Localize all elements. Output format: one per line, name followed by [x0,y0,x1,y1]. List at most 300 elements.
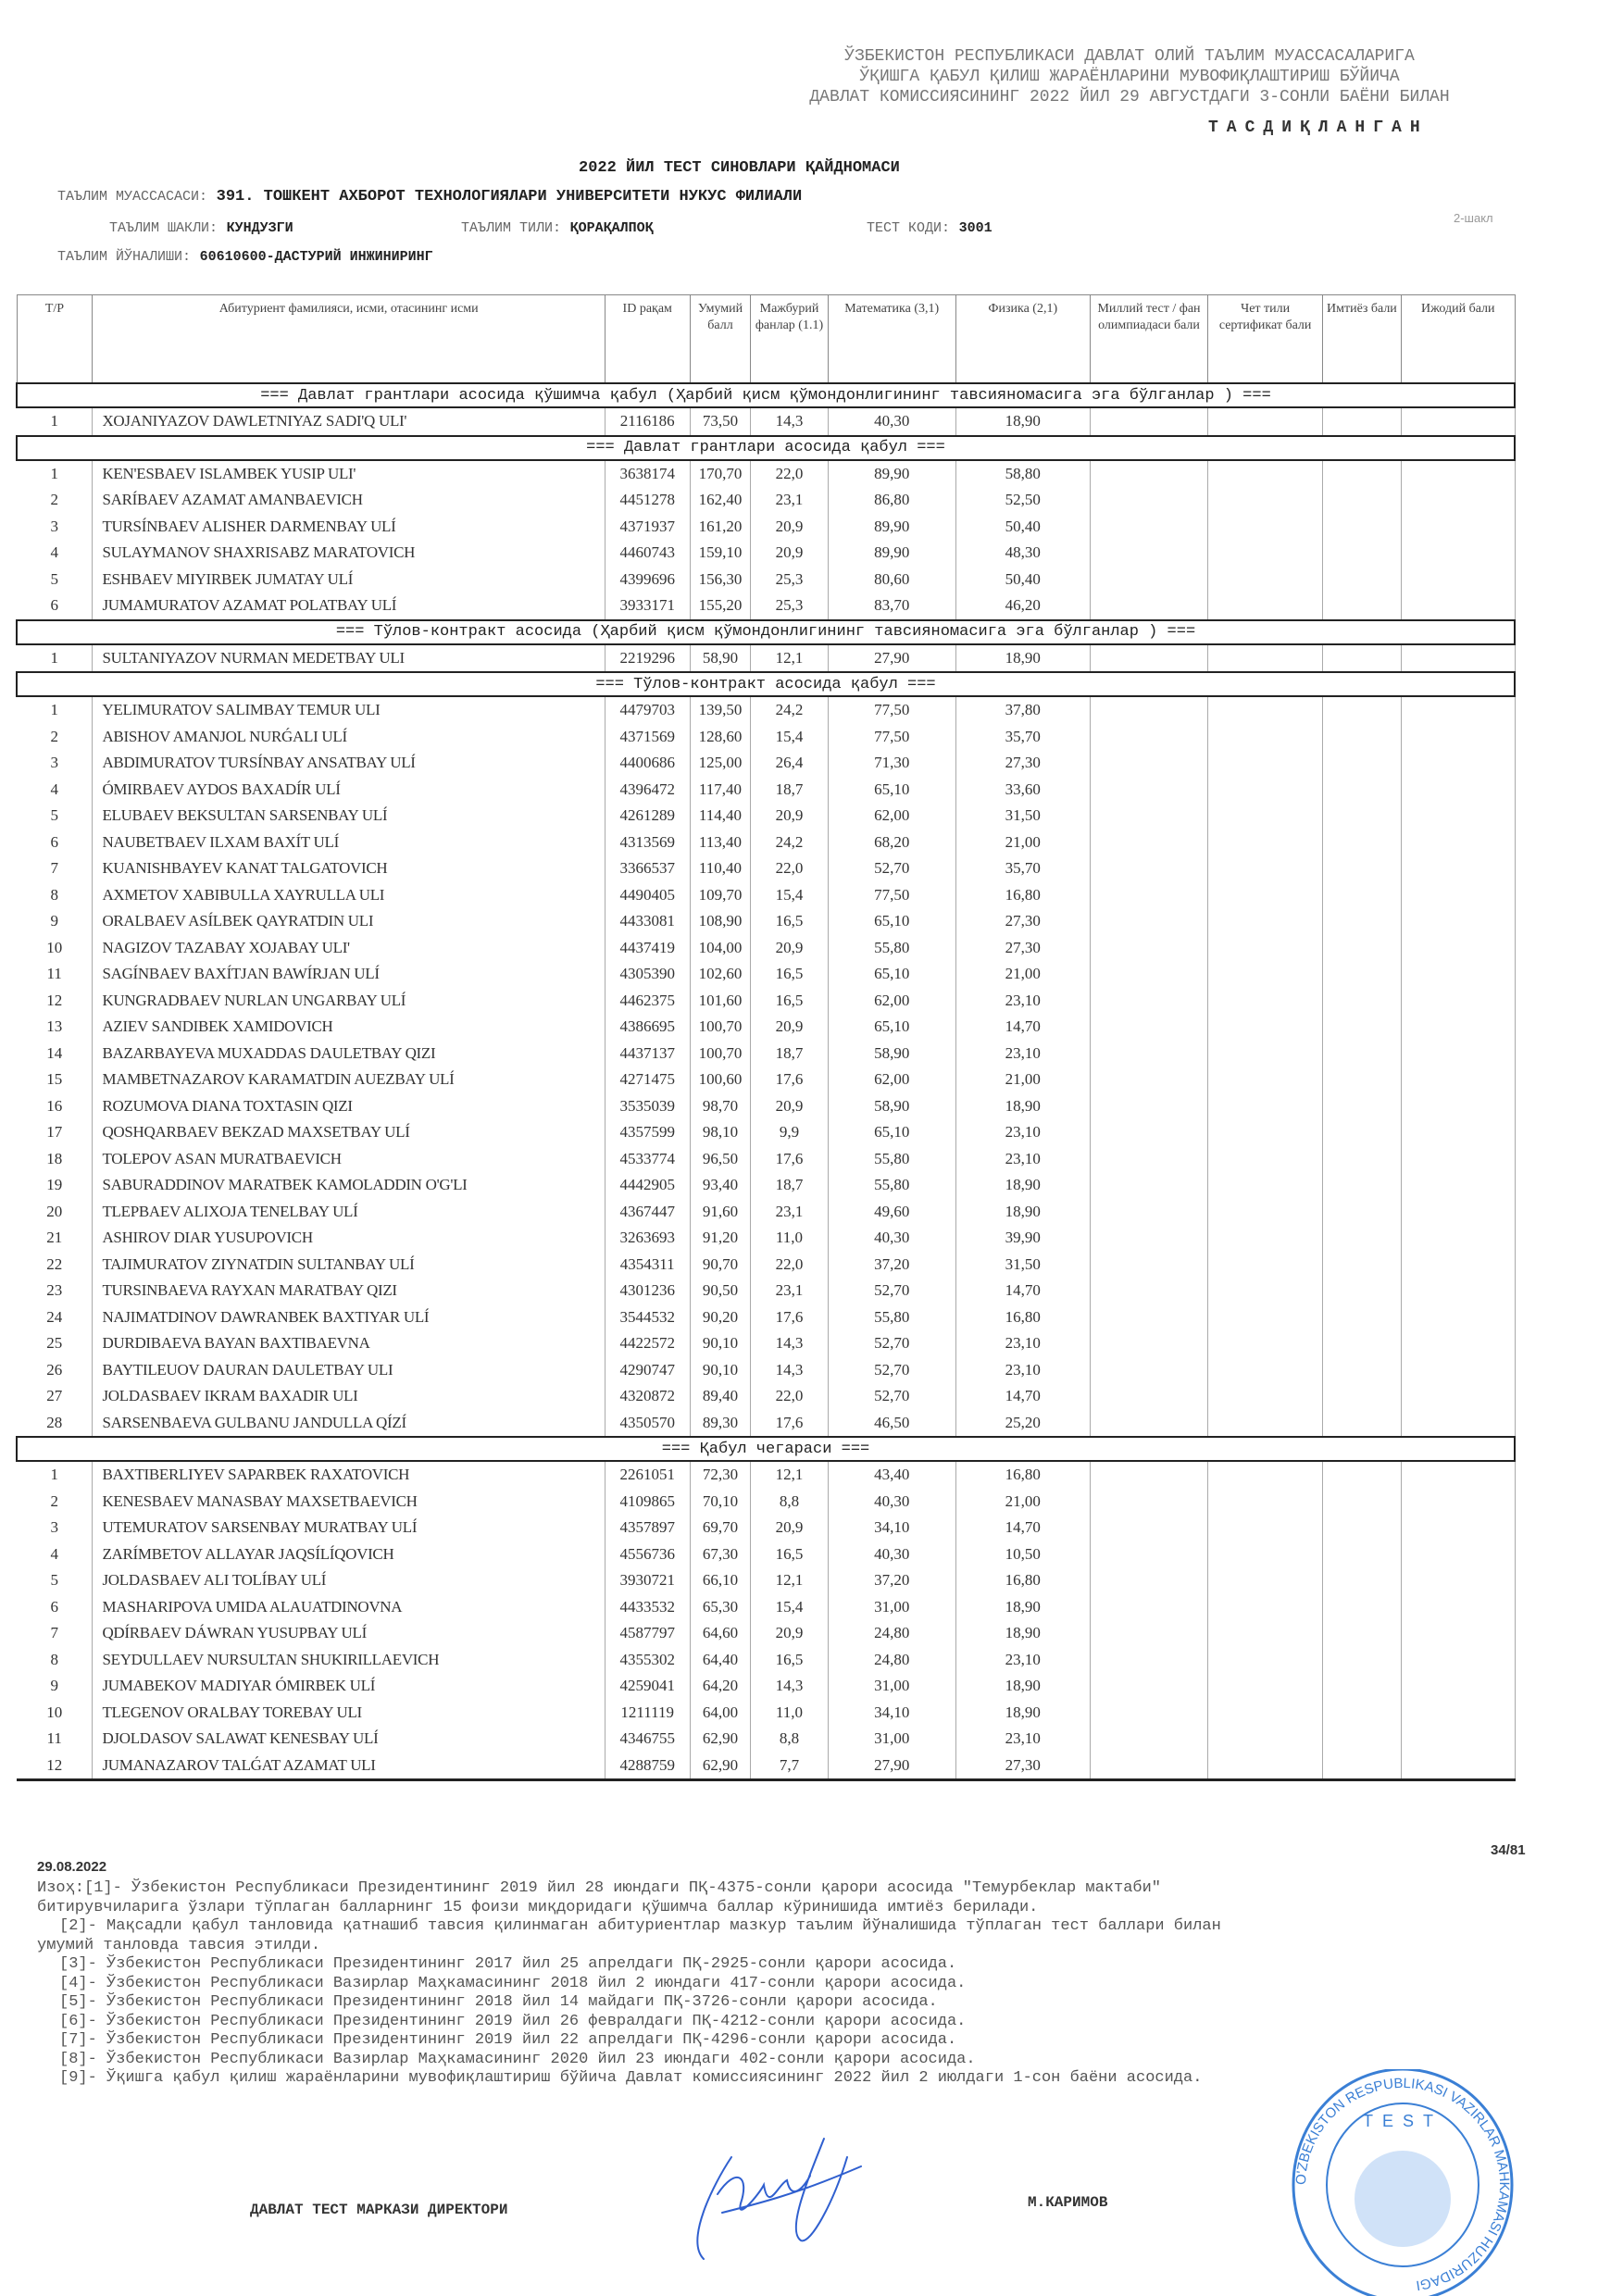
applicant-name: ABDIMURATOV TURSÍNBAY ANSATBAY ULÍ [93,750,606,777]
math-score: 40,30 [828,1489,955,1516]
empty-score-cell [1402,908,1516,935]
applicant-name: JOLDASBAEV IKRAM BAXADIR ULI [93,1383,606,1410]
empty-score-cell [1322,1278,1401,1304]
empty-score-cell [1090,460,1208,488]
row-number: 5 [17,803,93,830]
physics-score: 21,00 [955,1067,1090,1093]
row-number: 6 [17,593,93,620]
physics-score: 31,50 [955,1252,1090,1279]
empty-score-cell [1322,1252,1401,1279]
applicant-id: 4301236 [605,1278,690,1304]
applicant-id: 4109865 [605,1489,690,1516]
empty-score-cell [1402,1647,1516,1674]
applicant-id: 4386695 [605,1014,690,1041]
physics-score: 23,10 [955,988,1090,1015]
row-number: 1 [17,460,93,488]
language-value: ҚОРАҚАЛПОҚ [569,220,654,236]
applicant-id: 2116186 [605,407,690,436]
math-score: 31,00 [828,1673,955,1700]
row-number: 10 [17,1700,93,1727]
applicant-name: BAZARBAYEVA MUXADDAS DAULETBAY QIZI [93,1041,606,1067]
note-line: [6]- Ўзбекистон Республикаси Президентининг 2019 йил 26 февралдаги ПҚ-4212-сонли қарори асосида. [59,2012,967,2030]
applicant-id: 3933171 [605,593,690,620]
empty-score-cell [1090,567,1208,593]
empty-score-cell [1090,1700,1208,1727]
row-number: 20 [17,1199,93,1226]
empty-score-cell [1208,1594,1322,1621]
approval-line: ДАВЛАТ КОМИССИЯСИНИНГ 2022 ЙИЛ 29 АВГУСТДАГИ 3-СОНЛИ БАЁНИ БИЛАН [809,88,1450,106]
table-row [17,855,1515,882]
direction-value: 60610600-ДАСТУРИЙ ИНЖИНИРИНГ [199,249,433,265]
row-number: 9 [17,908,93,935]
total-score: 117,40 [690,777,751,804]
mandatory-score: 26,4 [751,750,828,777]
empty-score-cell [1208,1357,1322,1384]
total-score: 156,30 [690,567,751,593]
approved-stamp-word: ТАСДИҚЛАНГАН [1208,119,1429,137]
applicant-id: 4462375 [605,988,690,1015]
empty-score-cell [1090,1673,1208,1700]
physics-score: 16,80 [955,882,1090,909]
test-code-value: 3001 [958,220,993,236]
total-score: 98,10 [690,1119,751,1146]
direction-label: ТАЪЛИМ ЙЎНАЛИШИ: [57,249,192,265]
applicant-name: SARÍBAEV AZAMAT AMANBAEVICH [93,487,606,514]
total-score: 65,30 [690,1594,751,1621]
total-score: 91,20 [690,1225,751,1252]
empty-score-cell [1090,988,1208,1015]
test-code-label: ТЕСТ КОДИ: [867,220,951,236]
empty-score-cell [1208,1647,1322,1674]
applicant-name: ÓMIRBAEV AYDOS BAXADÍR ULÍ [93,777,606,804]
total-score: 89,40 [690,1383,751,1410]
empty-score-cell [1402,460,1516,488]
math-score: 24,80 [828,1620,955,1647]
row-number: 11 [17,1726,93,1753]
physics-score: 18,90 [955,407,1090,436]
math-score: 65,10 [828,777,955,804]
empty-score-cell [1322,514,1401,541]
mandatory-score: 12,1 [751,644,828,673]
applicant-name: TAJIMURATOV ZIYNATDIN SULTANBAY ULÍ [93,1252,606,1279]
note-line: [5]- Ўзбекистон Республикаси Президентининг 2018 йил 14 майдаги ПҚ-3726-сонли қарори асосида. [59,1993,938,2011]
applicant-name: KENESBAEV MANASBAY MAXSETBAEVICH [93,1489,606,1516]
applicant-name: NAGIZOV TAZABAY XOJABAY ULI' [93,935,606,962]
physics-score: 14,70 [955,1383,1090,1410]
table-header [17,295,1515,384]
applicant-name: ZARÍMBETOV ALLAYAR JAQSÍLÍQOVICH [93,1541,606,1568]
row-number: 2 [17,724,93,751]
applicant-name: AZIEV SANDIBEK XAMIDOVICH [93,1014,606,1041]
empty-score-cell [1208,1700,1322,1727]
physics-score: 37,80 [955,696,1090,724]
applicant-name: JUMANAZAROV TALǴAT AZAMAT ULI [93,1753,606,1780]
empty-score-cell [1208,935,1322,962]
empty-score-cell [1208,1515,1322,1541]
empty-score-cell [1090,1620,1208,1647]
empty-score-cell [1322,1146,1401,1173]
empty-score-cell [1322,1093,1401,1120]
applicant-id: 4367447 [605,1199,690,1226]
math-score: 65,10 [828,1119,955,1146]
total-score: 91,60 [690,1199,751,1226]
column-header: Мажбурий фанлар (1.1) [751,295,828,384]
empty-score-cell [1322,1199,1401,1226]
empty-score-cell [1322,1567,1401,1594]
row-number: 27 [17,1383,93,1410]
empty-score-cell [1402,514,1516,541]
physics-score: 25,20 [955,1410,1090,1438]
table-row [17,1541,1515,1568]
empty-score-cell [1208,1726,1322,1753]
empty-score-cell [1208,567,1322,593]
empty-score-cell [1090,1119,1208,1146]
mandatory-score: 14,3 [751,1673,828,1700]
notes-block [37,1879,1555,2089]
physics-score: 48,30 [955,540,1090,567]
total-score: 62,90 [690,1753,751,1780]
table-row [17,1489,1515,1516]
mandatory-score: 8,8 [751,1726,828,1753]
physics-score: 46,20 [955,593,1090,620]
applicant-name: JOLDASBAEV ALI TOLÍBAY ULÍ [93,1567,606,1594]
applicant-name: UTEMURATOV SARSENBAY MURATBAY ULÍ [93,1515,606,1541]
table-row [17,1252,1515,1279]
physics-score: 14,70 [955,1014,1090,1041]
physics-score: 14,70 [955,1278,1090,1304]
math-score: 89,90 [828,540,955,567]
mandatory-score: 16,5 [751,961,828,988]
table-row [17,1383,1515,1410]
empty-score-cell [1208,1620,1322,1647]
physics-score: 18,90 [955,644,1090,673]
physics-score: 21,00 [955,961,1090,988]
mandatory-score: 20,9 [751,1014,828,1041]
note-line: [7]- Ўзбекистон Республикаси Президентининг 2019 йил 22 апрелдаги ПҚ-4296-сонли қарори асосида. [59,2031,957,2049]
empty-score-cell [1208,803,1322,830]
table-row [17,1119,1515,1146]
empty-score-cell [1402,935,1516,962]
math-score: 52,70 [828,1383,955,1410]
applicant-id: 4399696 [605,567,690,593]
table-row [17,407,1515,436]
applicant-id: 1211119 [605,1700,690,1727]
applicant-id: 4355302 [605,1647,690,1674]
empty-score-cell [1322,1172,1401,1199]
empty-score-cell [1090,487,1208,514]
empty-score-cell [1322,1357,1401,1384]
empty-score-cell [1402,1489,1516,1516]
note-line: битирувчиларига ўзлари тўплаган балларнинг 15 фоизи миқдоридаги қўшимча баллар кўринишида имтиёз берилади. [37,1898,1039,1916]
math-score: 34,10 [828,1700,955,1727]
table-row [17,961,1515,988]
row-number: 4 [17,777,93,804]
table-row [17,1594,1515,1621]
applicant-id: 4354311 [605,1252,690,1279]
test-code-field [867,219,993,236]
math-score: 43,40 [828,1461,955,1489]
total-score: 96,50 [690,1146,751,1173]
row-number: 8 [17,1647,93,1674]
applicant-id: 3263693 [605,1225,690,1252]
empty-score-cell [1090,1146,1208,1173]
section-title: === Давлат грантлари асосида қўшимча қабул (Ҳарбий қисм қўмондонлигининг тавсияномасига эга бўлганлар ) === [17,383,1515,407]
applicant-id: 4451278 [605,487,690,514]
mandatory-score: 16,5 [751,1541,828,1568]
empty-score-cell [1090,1199,1208,1226]
empty-score-cell [1208,855,1322,882]
math-score: 37,20 [828,1252,955,1279]
physics-score: 16,80 [955,1461,1090,1489]
note-line: Изоҳ:[1]- Ўзбекистон Республикаси Президентининг 2019 йил 28 июндаги ПҚ-4375-сонли қарори асосида "Темурбеклар мактаби" [37,1879,1161,1897]
math-score: 46,50 [828,1410,955,1438]
mandatory-score: 24,2 [751,696,828,724]
row-number: 5 [17,567,93,593]
empty-score-cell [1402,1700,1516,1727]
row-number: 6 [17,830,93,856]
math-score: 68,20 [828,830,955,856]
row-number: 7 [17,1620,93,1647]
empty-score-cell [1402,777,1516,804]
empty-score-cell [1322,407,1401,436]
math-score: 27,90 [828,644,955,673]
total-score: 98,70 [690,1093,751,1120]
empty-score-cell [1208,407,1322,436]
empty-score-cell [1402,803,1516,830]
signature-stroke [697,2139,861,2259]
math-score: 55,80 [828,1304,955,1331]
empty-score-cell [1090,1278,1208,1304]
column-header: Математика (3,1) [828,295,955,384]
mandatory-score: 20,9 [751,935,828,962]
empty-score-cell [1208,1252,1322,1279]
physics-score: 23,10 [955,1119,1090,1146]
applicant-name: TLEGENOV ORALBAY TOREBAY ULI [93,1700,606,1727]
table-row [17,1041,1515,1067]
mandatory-score: 9,9 [751,1119,828,1146]
table-row [17,1330,1515,1357]
empty-score-cell [1208,1225,1322,1252]
total-score: 110,40 [690,855,751,882]
empty-score-cell [1208,1541,1322,1568]
empty-score-cell [1090,407,1208,436]
empty-score-cell [1322,1410,1401,1438]
mandatory-score: 20,9 [751,540,828,567]
math-score: 65,10 [828,961,955,988]
total-score: 114,40 [690,803,751,830]
applicant-id: 3535039 [605,1093,690,1120]
math-score: 34,10 [828,1515,955,1541]
row-number: 8 [17,882,93,909]
empty-score-cell [1090,1594,1208,1621]
empty-score-cell [1402,407,1516,436]
form-field [109,219,293,236]
empty-score-cell [1322,644,1401,673]
math-score: 62,00 [828,1067,955,1093]
signature-icon [648,2129,944,2268]
empty-score-cell [1402,1515,1516,1541]
empty-score-cell [1402,1620,1516,1647]
applicant-id: 4422572 [605,1330,690,1357]
document-title: 2022 ЙИЛ ТЕСТ СИНОВЛАРИ ҚАЙДНОМАСИ [579,159,900,177]
applicant-name: NAJIMATDINOV DAWRANBEK BAXTIYAR ULÍ [93,1304,606,1331]
total-score: 139,50 [690,696,751,724]
math-score: 40,30 [828,407,955,436]
applicant-id: 3930721 [605,1567,690,1594]
applicant-id: 4271475 [605,1067,690,1093]
mandatory-score: 14,3 [751,1330,828,1357]
empty-score-cell [1208,1330,1322,1357]
math-score: 52,70 [828,1330,955,1357]
empty-score-cell [1322,961,1401,988]
applicant-name: ABISHOV AMANJOL NURǴALI ULÍ [93,724,606,751]
stamp-text: O'ZBEKISTON RESPUBLIKASI VAZIRLAR MAHKAMASI HUZURIDAGI [1292,2075,1513,2293]
empty-score-cell [1208,1410,1322,1438]
applicant-name: TURSINBAEVA RAYXAN MARATBAY QIZI [93,1278,606,1304]
note-line: [4]- Ўзбекистон Республикаси Вазирлар Маҳкамасининг 2018 йил 2 июндаги 417-сонли қарори асосида. [59,1974,967,1992]
physics-score: 27,30 [955,908,1090,935]
empty-score-cell [1208,724,1322,751]
applicant-id: 4396472 [605,777,690,804]
empty-score-cell [1208,593,1322,620]
row-number: 12 [17,988,93,1015]
empty-score-cell [1402,1461,1516,1489]
applicant-name: AXMETOV XABIBULLA XAYRULLA ULI [93,882,606,909]
mandatory-score: 22,0 [751,1252,828,1279]
total-score: 162,40 [690,487,751,514]
applicant-name: MASHARIPOVA UMIDA ALAUATDINOVNA [93,1594,606,1621]
table-row [17,1567,1515,1594]
applicant-name: SAGÍNBAEV BAXÍTJAN BAWÍRJAN ULÍ [93,961,606,988]
empty-score-cell [1208,1146,1322,1173]
empty-score-cell [1090,908,1208,935]
mandatory-score: 11,0 [751,1225,828,1252]
direction-row [57,248,433,265]
empty-score-cell [1322,803,1401,830]
math-score: 77,50 [828,724,955,751]
applicant-name: KUNGRADBAEV NURLAN UNGARBAY ULÍ [93,988,606,1015]
applicant-name: SULTANIYAZOV NURMAN MEDETBAY ULI [93,644,606,673]
table-row [17,1357,1515,1384]
mandatory-score: 12,1 [751,1461,828,1489]
empty-score-cell [1402,1041,1516,1067]
empty-score-cell [1402,1278,1516,1304]
empty-score-cell [1402,540,1516,567]
applicant-name: SEYDULLAEV NURSULTAN SHUKIRILLAEVICH [93,1647,606,1674]
empty-score-cell [1208,1673,1322,1700]
empty-score-cell [1322,830,1401,856]
mandatory-score: 18,7 [751,777,828,804]
empty-score-cell [1090,1567,1208,1594]
applicant-id: 4290747 [605,1357,690,1384]
table-row [17,1461,1515,1489]
empty-score-cell [1322,1489,1401,1516]
section-header-row [17,436,1515,460]
empty-score-cell [1322,1647,1401,1674]
total-score: 104,00 [690,935,751,962]
physics-score: 50,40 [955,514,1090,541]
table-row [17,1410,1515,1438]
table-row [17,882,1515,909]
applicant-name: ORALBAEV ASÍLBEK QAYRATDIN ULI [93,908,606,935]
math-score: 71,30 [828,750,955,777]
row-number: 17 [17,1119,93,1146]
empty-score-cell [1090,1541,1208,1568]
empty-score-cell [1402,1199,1516,1226]
empty-score-cell [1322,1753,1401,1780]
physics-score: 50,40 [955,567,1090,593]
empty-score-cell [1090,882,1208,909]
note-line: [9]- Ўқишга қабул қилиш жараёнларини мувофиқлаштириш бўйича Давлат комиссиясининг 2022 йил 2 июлдаги 1-сон баёни асосида. [59,2069,1203,2087]
physics-score: 18,90 [955,1594,1090,1621]
total-score: 159,10 [690,540,751,567]
table-row [17,988,1515,1015]
table-row [17,830,1515,856]
empty-score-cell [1090,1252,1208,1279]
empty-score-cell [1322,908,1401,935]
empty-score-cell [1402,1172,1516,1199]
empty-score-cell [1208,1304,1322,1331]
math-score: 24,80 [828,1647,955,1674]
applicant-name: SARSENBAEVA GULBANU JANDULLA QÍZÍ [93,1410,606,1438]
empty-score-cell [1322,696,1401,724]
total-score: 66,10 [690,1567,751,1594]
physics-score: 27,30 [955,935,1090,962]
mandatory-score: 15,4 [751,882,828,909]
empty-score-cell [1402,1067,1516,1093]
math-score: 77,50 [828,696,955,724]
row-number: 1 [17,1461,93,1489]
table-row [17,724,1515,751]
physics-score: 35,70 [955,855,1090,882]
physics-score: 18,90 [955,1199,1090,1226]
applicant-name: JUMAMURATOV AZAMAT POLATBAY ULÍ [93,593,606,620]
empty-score-cell [1090,855,1208,882]
empty-score-cell [1402,593,1516,620]
row-number: 1 [17,407,93,436]
applicant-id: 4313569 [605,830,690,856]
math-score: 55,80 [828,935,955,962]
empty-score-cell [1090,1093,1208,1120]
physics-score: 21,00 [955,830,1090,856]
row-number: 3 [17,750,93,777]
row-number: 18 [17,1146,93,1173]
page-number: 34/81 [1491,1842,1526,1858]
table-row [17,644,1515,673]
mandatory-score: 18,7 [751,1172,828,1199]
applicant-id: 4400686 [605,750,690,777]
table-row [17,1647,1515,1674]
applicant-id: 3638174 [605,460,690,488]
total-score: 101,60 [690,988,751,1015]
empty-score-cell [1322,1304,1401,1331]
mandatory-score: 20,9 [751,514,828,541]
applicant-name: DJOLDASOV SALAWAT KENESBAY ULÍ [93,1726,606,1753]
applicant-id: 2219296 [605,644,690,673]
table-row [17,1700,1515,1727]
empty-score-cell [1090,1515,1208,1541]
math-score: 65,10 [828,908,955,935]
note-line: [2]- Мақсадли қабул танловида қатнашиб тавсия қилинмаган абитуриентлар мазкур таълим йўналишида тўплаган тест баллари билан [59,1917,1221,1935]
empty-score-cell [1402,1330,1516,1357]
math-score: 89,90 [828,514,955,541]
empty-score-cell [1208,1172,1322,1199]
empty-score-cell [1208,882,1322,909]
physics-score: 23,10 [955,1041,1090,1067]
physics-score: 18,90 [955,1673,1090,1700]
empty-score-cell [1090,803,1208,830]
empty-score-cell [1402,1119,1516,1146]
